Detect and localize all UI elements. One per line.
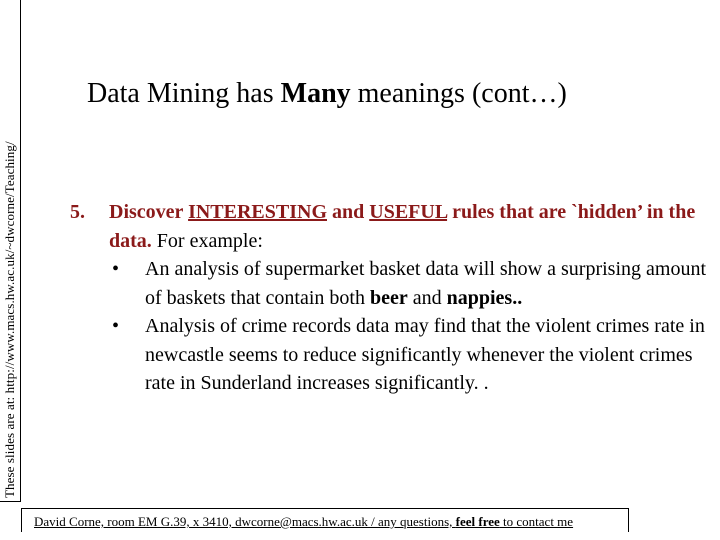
slide-title — [87, 78, 567, 110]
footer-bold: feel free — [455, 514, 500, 529]
title-suffix: meanings (cont…) — [350, 78, 567, 109]
bullet-bold-nappies: nappies.. — [446, 286, 523, 309]
point-text-3: rules that are `hidden’ in the data. — [109, 201, 696, 252]
bullet-text-mid: and — [407, 286, 447, 309]
bullet-bold-beer: beer — [369, 286, 408, 309]
keyword-interesting: INTERESTING — [188, 201, 327, 223]
title-emphasis: Many — [280, 78, 351, 109]
bullet-item — [70, 312, 710, 398]
footer-text-start: David Corne, room EM G.39, x 3410, dwcorne@macs.hw.ac.uk / any questions, — [34, 514, 456, 529]
point-text-1: Discover — [109, 201, 189, 223]
bullet-icon: • — [112, 258, 120, 280]
footer-contact — [21, 508, 629, 532]
sidebar-frame — [0, 0, 21, 502]
title-prefix: Data Mining has — [87, 78, 281, 109]
slides-url-note: These slides are at: http://www.macs.hw.ac.uk/~dwcorne/Teaching/ — [2, 141, 17, 498]
footer-text-end: to contact me — [499, 514, 574, 529]
point-example: For example: — [151, 229, 263, 252]
bullet-text: Analysis of crime records data may find that the violent crimes rate in newcastle seems to reduce significantly whenever the violent crimes rate in Sunderland increases significantly. . — [145, 315, 705, 394]
bullet-text-start: An analysis of supermarket basket data will show a surprising amount of baskets that contain both — [145, 258, 706, 309]
numbered-point — [70, 198, 710, 255]
bullet-icon: • — [112, 315, 120, 337]
bullet-item — [70, 255, 710, 312]
point-number: 5. — [70, 201, 85, 223]
point-text-2: and — [327, 201, 370, 223]
slide-body — [70, 198, 710, 398]
keyword-useful: USEFUL — [369, 201, 448, 223]
